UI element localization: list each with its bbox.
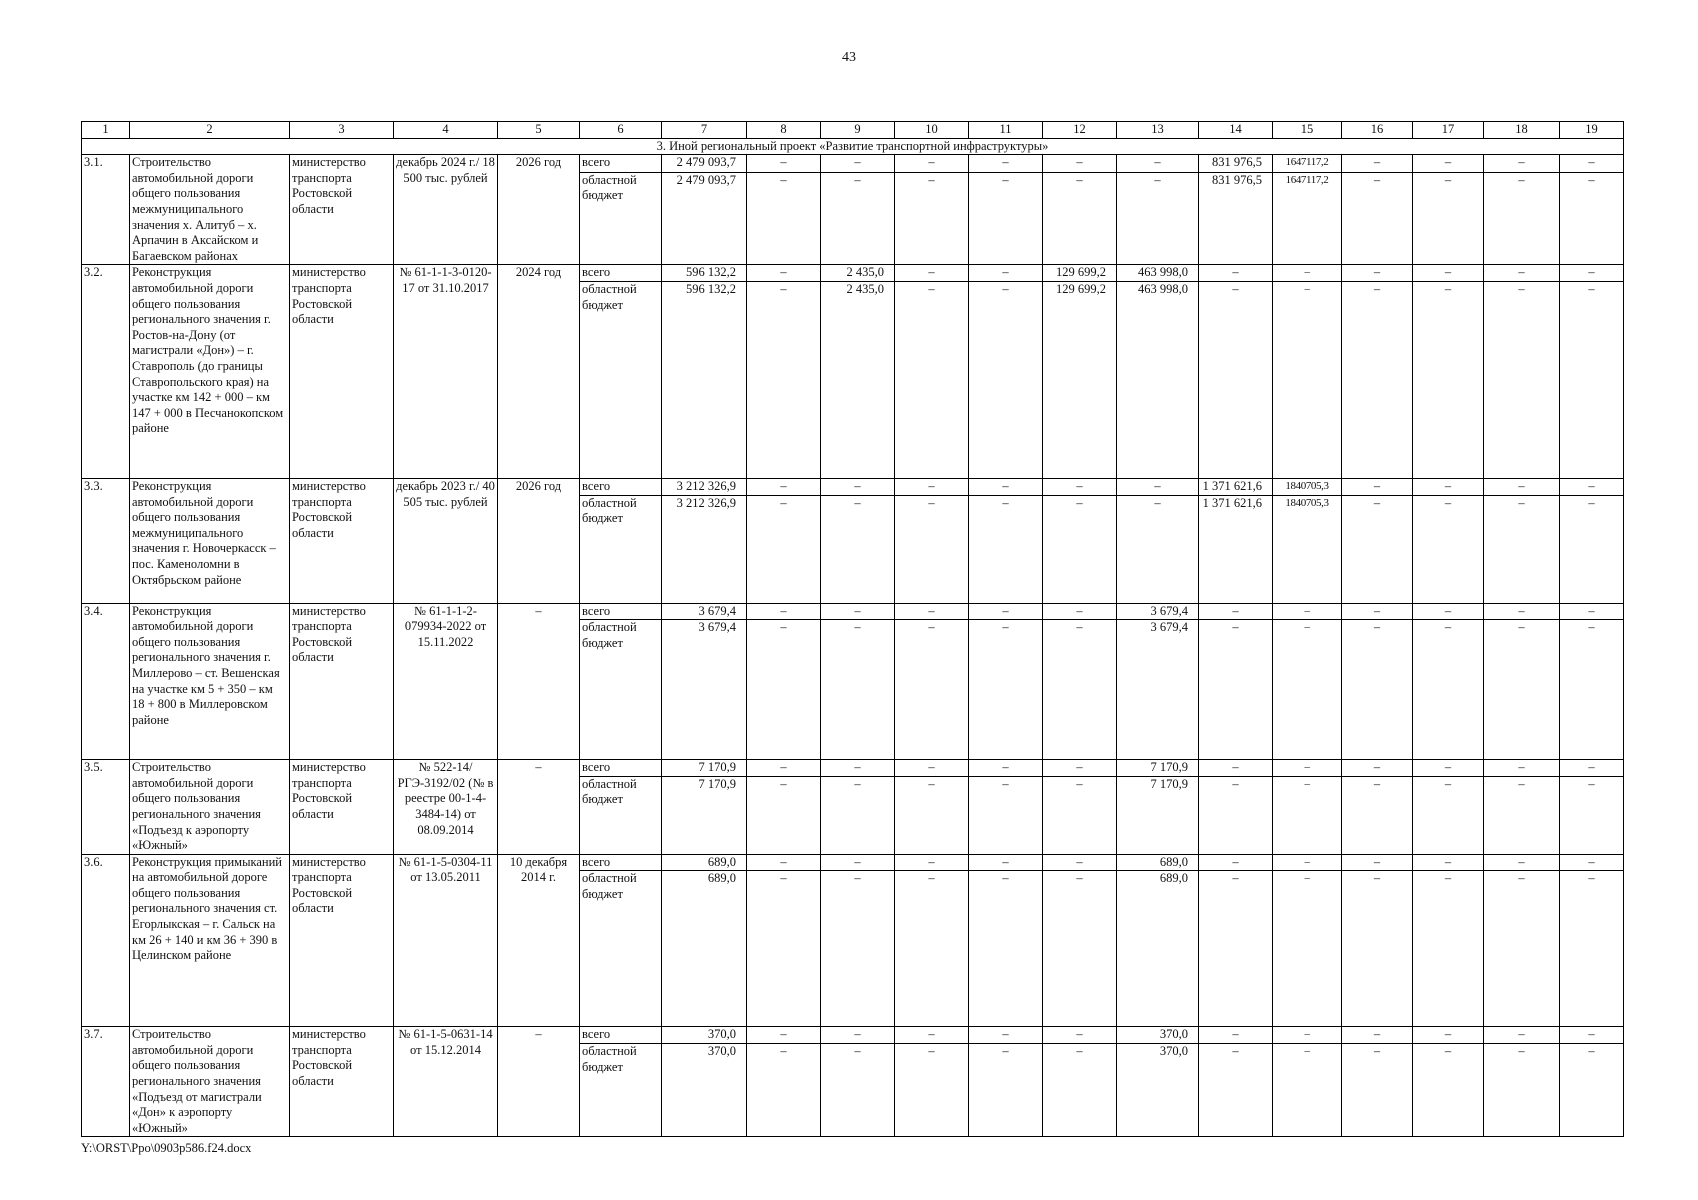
total-value-cell: – [1199, 603, 1273, 620]
total-value-cell: 831 976,5 [1199, 155, 1273, 172]
total-value-cell: 3 212 326,9 [662, 478, 747, 495]
completion-year: 2026 год [498, 478, 580, 603]
total-value-cell: – [1560, 760, 1624, 777]
budget-value-cell: – [1413, 871, 1484, 1027]
row-number: 3.5. [82, 760, 130, 855]
budget-value-cell: – [747, 620, 821, 760]
total-value-cell: – [969, 603, 1043, 620]
total-value-cell: 2 435,0 [821, 265, 895, 282]
total-value-cell: – [1043, 155, 1117, 172]
budget-value-cell: – [895, 776, 969, 854]
total-value-cell: – [1560, 478, 1624, 495]
total-value-cell: – [1342, 854, 1413, 871]
budget-value-cell: – [1484, 281, 1560, 478]
column-number-cell: 7 [662, 122, 747, 139]
budget-value-cell: – [1413, 281, 1484, 478]
budget-value-cell: – [969, 620, 1043, 760]
total-value-cell: – [1043, 478, 1117, 495]
funding-source-total: всего [580, 760, 662, 777]
total-value-cell: – [969, 265, 1043, 282]
budget-value-cell: – [1560, 1043, 1624, 1136]
table-row [82, 155, 1624, 172]
responsible-body: министерство транспорта Ростовской области [290, 603, 394, 760]
total-value-cell: – [747, 478, 821, 495]
column-number-row [82, 122, 1624, 139]
total-value-cell: 370,0 [662, 1027, 747, 1044]
budget-value-cell: – [969, 871, 1043, 1027]
column-number-cell: 2 [130, 122, 290, 139]
column-number-cell: 18 [1484, 122, 1560, 139]
total-value-cell: 463 998,0 [1117, 265, 1199, 282]
total-value-cell: – [895, 265, 969, 282]
budget-value-cell: – [1413, 620, 1484, 760]
budget-value-cell: – [821, 776, 895, 854]
budget-value-cell: – [1342, 620, 1413, 760]
total-value-cell: – [747, 760, 821, 777]
row-number: 3.3. [82, 478, 130, 603]
budget-value-cell: 463 998,0 [1117, 281, 1199, 478]
completion-year: 2024 год [498, 265, 580, 479]
budget-value-cell: 3 679,4 [662, 620, 747, 760]
table-row [82, 265, 1624, 282]
total-value-cell: – [747, 854, 821, 871]
column-number-cell: 5 [498, 122, 580, 139]
project-name: Реконструкция примыканий на автомобильной дороге общего пользования регионального значения ст. Егорлыкская – г. Сальск на км 26 + 140 и км 36 + 390 в Целинском районе [130, 854, 290, 1027]
budget-value-cell: – [1342, 871, 1413, 1027]
total-value-cell: – [969, 478, 1043, 495]
budget-value-cell: – [821, 172, 895, 265]
total-value-cell: – [1273, 265, 1342, 282]
budget-value-cell: 689,0 [662, 871, 747, 1027]
budget-value-cell: 1840705,3 [1273, 495, 1342, 603]
budget-value-cell: – [747, 871, 821, 1027]
budget-value-cell: – [1484, 1043, 1560, 1136]
budget-value-cell: – [895, 1043, 969, 1136]
column-number-cell: 10 [895, 122, 969, 139]
budget-value-cell: – [1199, 776, 1273, 854]
project-name: Строительство автомобильной дороги общего пользования межмуниципального значения х. Алитуб – х. Арпачин в Аксайском и Багаевском районах [130, 155, 290, 265]
total-value-cell: – [1117, 478, 1199, 495]
budget-value-cell: 831 976,5 [1199, 172, 1273, 265]
section-title: 3. Иной региональный проект «Развитие транспортной инфраструктуры» [82, 138, 1624, 155]
budget-value-cell: – [1560, 620, 1624, 760]
responsible-body: министерство транспорта Ростовской области [290, 478, 394, 603]
budget-value-cell: – [969, 776, 1043, 854]
funding-source-budget: областной бюджет [580, 281, 662, 478]
total-value-cell: – [1273, 1027, 1342, 1044]
project-name: Реконструкция автомобильной дороги общего пользования регионального значения г. Миллерово – ст. Вешенская на участке км 5 + 350 – км 18 + 800 в Миллеровском районе [130, 603, 290, 760]
total-value-cell: 7 170,9 [662, 760, 747, 777]
row-number: 3.7. [82, 1027, 130, 1137]
budget-value-cell: – [1342, 281, 1413, 478]
budget-value-cell: – [1484, 495, 1560, 603]
total-value-cell: – [1413, 1027, 1484, 1044]
total-value-cell: – [1199, 1027, 1273, 1044]
funding-source-total: всего [580, 1027, 662, 1044]
total-value-cell: – [1342, 265, 1413, 282]
total-value-cell: – [821, 155, 895, 172]
budget-value-cell: – [1560, 776, 1624, 854]
column-number-cell: 17 [1413, 122, 1484, 139]
project-name: Строительство автомобильной дороги общего пользования регионального значения «Подъезд от магистрали «Дон» к аэропорту «Южный» [130, 1027, 290, 1137]
row-number: 3.6. [82, 854, 130, 1027]
total-value-cell: – [1560, 603, 1624, 620]
budget-value-cell: – [895, 620, 969, 760]
total-value-cell: 596 132,2 [662, 265, 747, 282]
total-value-cell: – [1484, 760, 1560, 777]
document-reference: № 522-14/РГЭ-3192/02 (№ в реестре 00-1-4-3484-14) от 08.09.2014 [394, 760, 498, 855]
table-row [82, 854, 1624, 871]
funding-source-total: всего [580, 265, 662, 282]
column-number-cell: 11 [969, 122, 1043, 139]
responsible-body: министерство транспорта Ростовской области [290, 760, 394, 855]
budget-value-cell: – [1484, 871, 1560, 1027]
document-reference: декабрь 2023 г./ 40 505 тыс. рублей [394, 478, 498, 603]
total-value-cell: – [1484, 155, 1560, 172]
project-name: Реконструкция автомобильной дороги общего пользования межмуниципального значения г. Новочеркасск – пос. Каменоломни в Октябрьском районе [130, 478, 290, 603]
budget-value-cell: – [1199, 871, 1273, 1027]
total-value-cell: 7 170,9 [1117, 760, 1199, 777]
table-row [82, 760, 1624, 777]
page-number: 43 [842, 50, 856, 65]
total-value-cell: – [747, 265, 821, 282]
budget-value-cell: – [1043, 620, 1117, 760]
completion-year: – [498, 603, 580, 760]
total-value-cell: 1 371 621,6 [1199, 478, 1273, 495]
total-value-cell: – [821, 478, 895, 495]
completion-year: 2026 год [498, 155, 580, 265]
budget-value-cell: – [1043, 495, 1117, 603]
budget-value-cell: – [747, 495, 821, 603]
total-value-cell: – [821, 1027, 895, 1044]
total-value-cell: – [1342, 155, 1413, 172]
budget-value-cell: – [821, 1043, 895, 1136]
total-value-cell: – [1560, 854, 1624, 871]
budget-value-cell: – [1273, 776, 1342, 854]
total-value-cell: – [821, 603, 895, 620]
budget-value-cell: – [1273, 871, 1342, 1027]
total-value-cell: – [1484, 854, 1560, 871]
budget-value-cell: 1 371 621,6 [1199, 495, 1273, 603]
total-value-cell: – [1484, 478, 1560, 495]
budget-value-cell: – [1199, 281, 1273, 478]
total-value-cell: 1647117,2 [1273, 155, 1342, 172]
column-number-cell: 1 [82, 122, 130, 139]
budget-value-cell: – [1043, 871, 1117, 1027]
total-value-cell: – [747, 155, 821, 172]
budget-value-cell: 596 132,2 [662, 281, 747, 478]
project-funding-table [81, 121, 1624, 1137]
column-number-cell: 15 [1273, 122, 1342, 139]
table-body [82, 122, 1624, 1137]
funding-source-total: всего [580, 854, 662, 871]
total-value-cell: – [1413, 478, 1484, 495]
column-number-cell: 13 [1117, 122, 1199, 139]
document-reference: № 61-1-1-2-079934-2022 от 15.11.2022 [394, 603, 498, 760]
budget-value-cell: – [1342, 1043, 1413, 1136]
budget-value-cell: 2 479 093,7 [662, 172, 747, 265]
budget-value-cell: – [1043, 1043, 1117, 1136]
budget-value-cell: 7 170,9 [662, 776, 747, 854]
budget-value-cell: – [1117, 495, 1199, 603]
budget-value-cell: – [747, 1043, 821, 1136]
total-value-cell: 3 679,4 [662, 603, 747, 620]
column-number-cell: 3 [290, 122, 394, 139]
total-value-cell: – [1413, 155, 1484, 172]
total-value-cell: – [1342, 1027, 1413, 1044]
total-value-cell: – [1273, 760, 1342, 777]
responsible-body: министерство транспорта Ростовской области [290, 265, 394, 479]
total-value-cell: – [1342, 478, 1413, 495]
row-number: 3.4. [82, 603, 130, 760]
column-number-cell: 16 [1342, 122, 1413, 139]
total-value-cell: – [747, 1027, 821, 1044]
total-value-cell: – [1560, 1027, 1624, 1044]
total-value-cell: – [969, 854, 1043, 871]
funding-source-budget: областной бюджет [580, 776, 662, 854]
total-value-cell: – [1484, 1027, 1560, 1044]
funding-source-budget: областной бюджет [580, 1043, 662, 1136]
total-value-cell: – [1560, 265, 1624, 282]
budget-value-cell: – [1342, 776, 1413, 854]
total-value-cell: – [1199, 760, 1273, 777]
table-row [82, 603, 1624, 620]
column-number-cell: 19 [1560, 122, 1624, 139]
budget-value-cell: – [1413, 1043, 1484, 1136]
funding-source-total: всего [580, 155, 662, 172]
project-name: Строительство автомобильной дороги общего пользования регионального значения «Подъезд к аэропорту «Южный» [130, 760, 290, 855]
budget-value-cell: – [1560, 495, 1624, 603]
budget-value-cell: – [1273, 620, 1342, 760]
column-number-cell: 14 [1199, 122, 1273, 139]
budget-value-cell: – [969, 172, 1043, 265]
total-value-cell: – [1413, 760, 1484, 777]
budget-value-cell: – [747, 172, 821, 265]
budget-value-cell: – [1484, 776, 1560, 854]
total-value-cell: – [747, 603, 821, 620]
total-value-cell: – [969, 1027, 1043, 1044]
budget-value-cell: – [1484, 172, 1560, 265]
total-value-cell: – [895, 760, 969, 777]
budget-value-cell: – [895, 281, 969, 478]
funding-source-total: всего [580, 478, 662, 495]
total-value-cell: – [1560, 155, 1624, 172]
document-reference: № 61-1-5-0304-11 от 13.05.2011 [394, 854, 498, 1027]
budget-value-cell: – [1484, 620, 1560, 760]
total-value-cell: – [969, 760, 1043, 777]
budget-value-cell: – [1043, 776, 1117, 854]
project-name: Реконструкция автомобильной дороги общего пользования регионального значения г. Ростов-на-Дону (от магистрали «Дон») – г. Ставрополь (до границы Ставропольского края) на участке км 142 + 000 – км 147 + 000 в Песчанокопском районе [130, 265, 290, 479]
completion-year: 10 декабря 2014 г. [498, 854, 580, 1027]
column-number-cell: 6 [580, 122, 662, 139]
budget-value-cell: – [821, 495, 895, 603]
document-reference: № 61-1-5-0631-14 от 15.12.2014 [394, 1027, 498, 1137]
budget-value-cell: – [969, 495, 1043, 603]
total-value-cell: – [1199, 854, 1273, 871]
column-number-cell: 4 [394, 122, 498, 139]
column-number-cell: 9 [821, 122, 895, 139]
total-value-cell: – [895, 478, 969, 495]
responsible-body: министерство транспорта Ростовской области [290, 155, 394, 265]
budget-value-cell: – [1413, 495, 1484, 603]
budget-value-cell: – [1560, 172, 1624, 265]
completion-year: – [498, 1027, 580, 1137]
budget-value-cell: – [1560, 281, 1624, 478]
file-path-footer: Y:\ORST\Ppo\0903p586.f24.docx [81, 1141, 252, 1155]
funding-source-budget: областной бюджет [580, 871, 662, 1027]
section-title-row [82, 138, 1624, 155]
total-value-cell: – [821, 854, 895, 871]
total-value-cell: – [1043, 1027, 1117, 1044]
budget-value-cell: – [1413, 172, 1484, 265]
total-value-cell: – [1413, 854, 1484, 871]
total-value-cell: – [1342, 760, 1413, 777]
responsible-body: министерство транспорта Ростовской области [290, 1027, 394, 1137]
total-value-cell: 1840705,3 [1273, 478, 1342, 495]
budget-value-cell: – [747, 281, 821, 478]
budget-value-cell: 370,0 [662, 1043, 747, 1136]
budget-value-cell: – [1043, 172, 1117, 265]
total-value-cell: – [1117, 155, 1199, 172]
total-value-cell: – [1043, 854, 1117, 871]
total-value-cell: – [1043, 603, 1117, 620]
budget-value-cell: – [1273, 1043, 1342, 1136]
funding-source-budget: областной бюджет [580, 172, 662, 265]
budget-value-cell: 370,0 [1117, 1043, 1199, 1136]
budget-value-cell: 3 679,4 [1117, 620, 1199, 760]
row-number: 3.1. [82, 155, 130, 265]
budget-value-cell: – [1199, 1043, 1273, 1136]
budget-value-cell: – [1117, 172, 1199, 265]
column-number-cell: 12 [1043, 122, 1117, 139]
document-reference: декабрь 2024 г./ 18 500 тыс. рублей [394, 155, 498, 265]
total-value-cell: – [1342, 603, 1413, 620]
total-value-cell: – [1413, 265, 1484, 282]
budget-value-cell: – [1560, 871, 1624, 1027]
total-value-cell: – [1043, 760, 1117, 777]
budget-value-cell: – [1413, 776, 1484, 854]
total-value-cell: – [969, 155, 1043, 172]
budget-value-cell: – [969, 1043, 1043, 1136]
budget-value-cell: 1647117,2 [1273, 172, 1342, 265]
total-value-cell: 129 699,2 [1043, 265, 1117, 282]
total-value-cell: – [1484, 603, 1560, 620]
budget-value-cell: – [747, 776, 821, 854]
row-number: 3.2. [82, 265, 130, 479]
total-value-cell: 689,0 [662, 854, 747, 871]
funding-source-budget: областной бюджет [580, 495, 662, 603]
total-value-cell: 2 479 093,7 [662, 155, 747, 172]
budget-value-cell: 2 435,0 [821, 281, 895, 478]
total-value-cell: 689,0 [1117, 854, 1199, 871]
total-value-cell: – [1199, 265, 1273, 282]
total-value-cell: 3 679,4 [1117, 603, 1199, 620]
total-value-cell: – [895, 854, 969, 871]
budget-value-cell: – [821, 620, 895, 760]
document-reference: № 61-1-1-3-0120-17 от 31.10.2017 [394, 265, 498, 479]
total-value-cell: – [1273, 854, 1342, 871]
budget-value-cell: – [1273, 281, 1342, 478]
budget-value-cell: 7 170,9 [1117, 776, 1199, 854]
budget-value-cell: – [895, 871, 969, 1027]
total-value-cell: – [821, 760, 895, 777]
budget-value-cell: – [1199, 620, 1273, 760]
budget-value-cell: – [969, 281, 1043, 478]
budget-value-cell: – [895, 495, 969, 603]
total-value-cell: – [1273, 603, 1342, 620]
funding-source-total: всего [580, 603, 662, 620]
table-row [82, 1027, 1624, 1044]
table-row [82, 478, 1624, 495]
budget-value-cell: 129 699,2 [1043, 281, 1117, 478]
total-value-cell: – [895, 1027, 969, 1044]
total-value-cell: 370,0 [1117, 1027, 1199, 1044]
budget-value-cell: – [821, 871, 895, 1027]
total-value-cell: – [1413, 603, 1484, 620]
responsible-body: министерство транспорта Ростовской области [290, 854, 394, 1027]
budget-value-cell: – [1342, 172, 1413, 265]
column-number-cell: 8 [747, 122, 821, 139]
budget-value-cell: – [1342, 495, 1413, 603]
total-value-cell: – [895, 603, 969, 620]
budget-value-cell: – [895, 172, 969, 265]
budget-value-cell: 3 212 326,9 [662, 495, 747, 603]
completion-year: – [498, 760, 580, 855]
total-value-cell: – [895, 155, 969, 172]
funding-source-budget: областной бюджет [580, 620, 662, 760]
budget-value-cell: 689,0 [1117, 871, 1199, 1027]
total-value-cell: – [1484, 265, 1560, 282]
